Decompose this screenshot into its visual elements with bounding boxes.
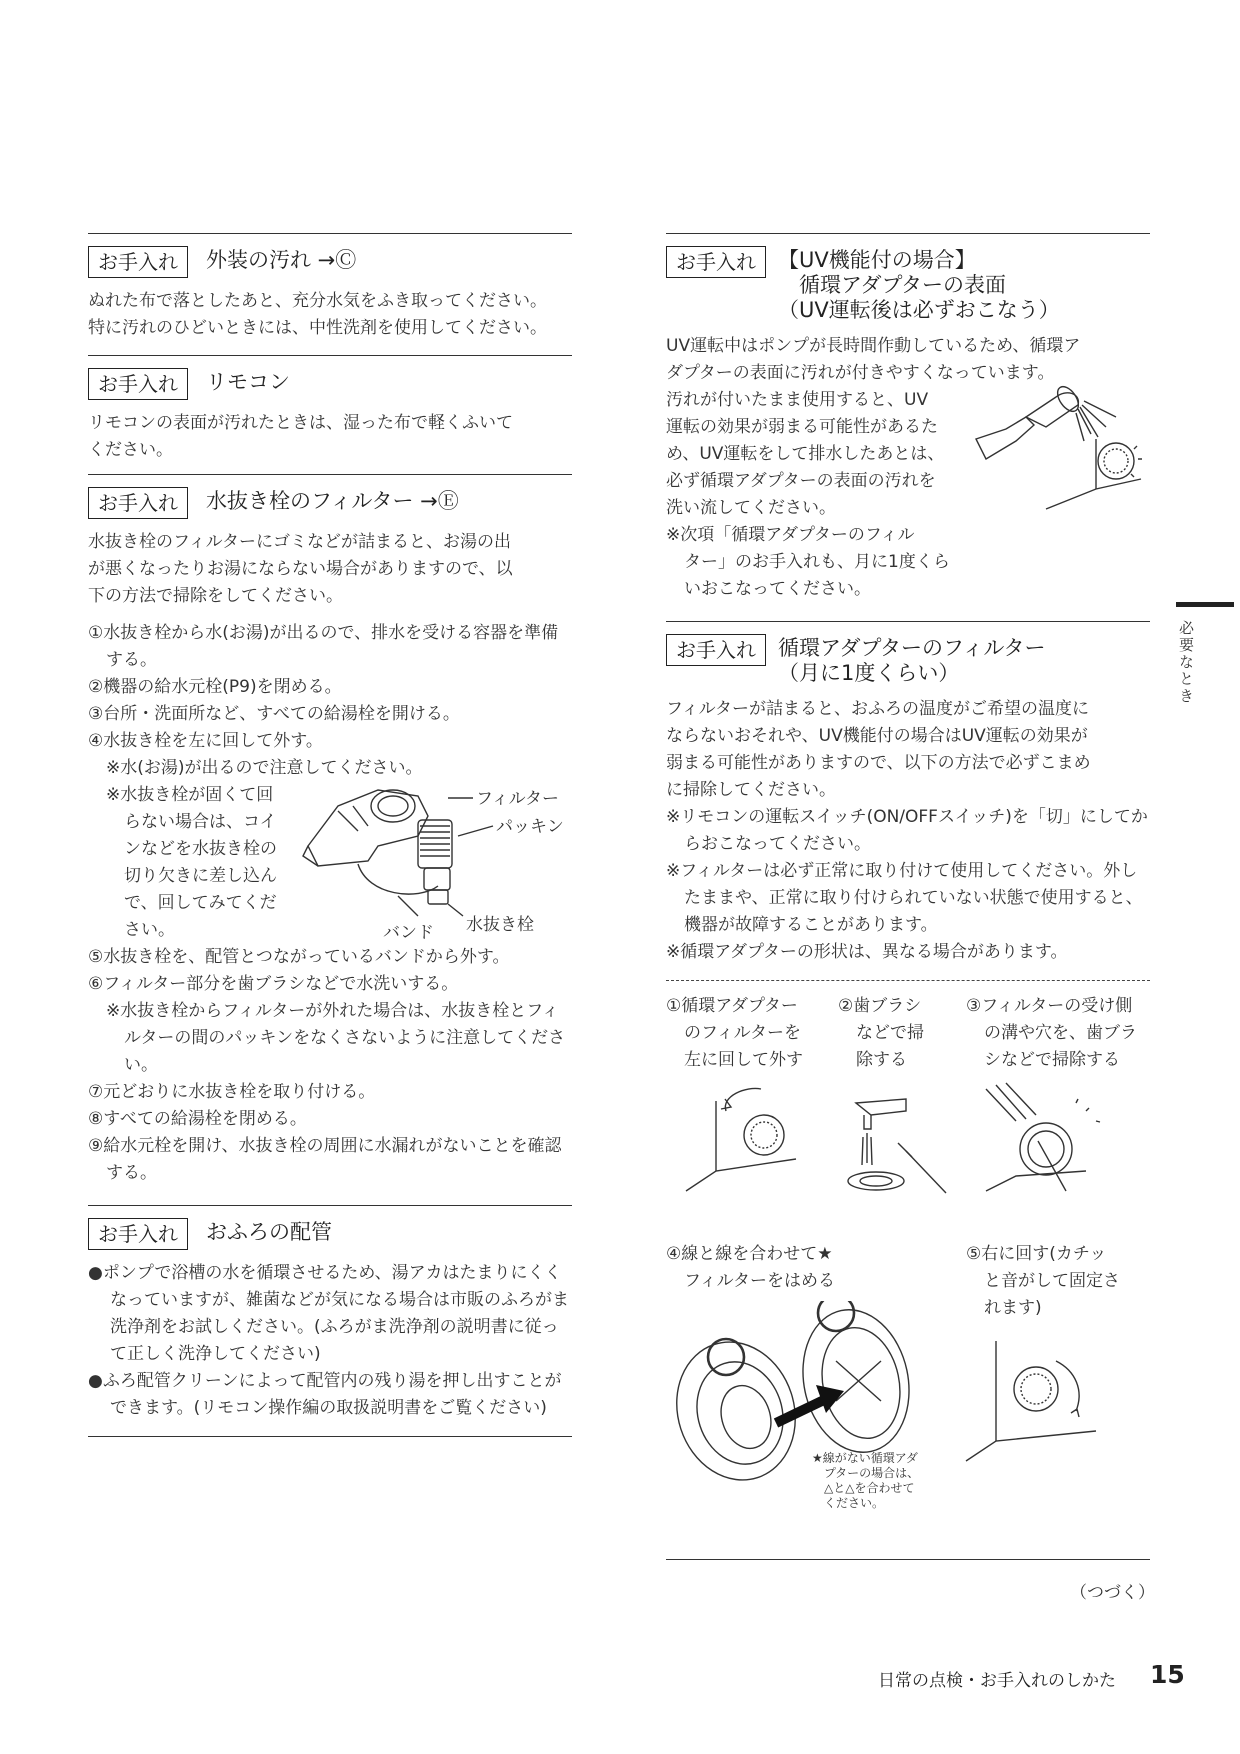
section-title: 外装の汚れ →Ⓒ [206,248,357,272]
coin-note: ※水抜き栓が固くて回 らない場合は、コイ ンなどを水抜き栓の 切り欠きに差し込ん で、回してみてくだ さい。 [106,785,277,940]
step-list: ①水抜き栓から水(お湯)が出るので、排水を受ける容器を準備する。 ②機器の給水元栓(P9)を閉める。 ③台所・洗面所など、すべての給湯栓を開ける。 ④水抜き栓を左に回して外す。 ※水(お湯)が出るので注意してください。 ※水抜き栓が固くて回 らない場合は、コイ ンなどを水抜き栓の 切り欠きに差し込ん で、回してみてくだ さい。 フィルター パッキン バンド 水抜き栓 ⑤水抜き栓を、配管とつながっているバンドから外す。 ⑥フィルター部分を歯ブラシなどで水洗いする。 ※水抜き栓からフィルターが外れた場合は、水抜き栓とフィルターの間のパッキンをなくさないように注意してください。 ⑦元どおりに水抜き栓を取り付ける。 ⑧すべての給湯栓を閉める。 ⑨給水元栓を開け、水抜き栓の周囲に水漏れがないことを確認する。 [88,620,572,1187]
star-note: ★線がない循環アダ プターの場合は、 △と△を合わせて ください。 [812,1451,920,1510]
section-intro: 水抜き栓のフィルターにゴミなどが詰まると、お湯の出 が悪くなったりお湯にならない場合がありますので、以 下の方法で掃除をしてください。 [88,532,513,606]
filter-steps-figure [666,980,1150,1549]
drain-plug-illustration [298,776,578,948]
section-drain-filter [88,474,572,1205]
drain-figure-block [88,782,572,944]
care-tag: お手入れ [88,1218,188,1250]
steps-1-3-illustration [666,1081,1150,1201]
label-filter: フィルター [476,789,559,809]
bullet-list: ●ポンプで浴槽の水を循環させるため、湯アカはたまりにくくなっていますが、雑菌などが気になる場合は市販のふろがま洗浄剤をお試しください。(ふろがま洗浄剤の説明書に従って正しく洗浄してください) ●ふろ配管クリーンによって配管内の残り湯を押し出すことができます。(リモコン操作編の取扱説明書をご覧ください) [88,1263,569,1418]
care-tag: お手入れ [88,246,188,278]
section-body: リモコンの表面が汚れたときは、湿った布で軽くふいて ください。 [88,413,513,460]
section-intro: UV運転中はポンプが長時間作動しているため、循環ア ダプターの表面に汚れが付きやすくなっています。 [666,336,1081,383]
step-2-text: ②歯ブラシ などで掃 除する [838,996,924,1070]
section-remote [88,355,572,474]
section-title: おふろの配管 [206,1220,332,1244]
step-5-text: ⑤右に回す(カチッ と音がして固定さ れます) [966,1244,1120,1318]
section-intro: フィルターが詰まると、おふろの温度がご希望の温度に ならないおそれや、UV機能付の場合はUV運転の効果が 弱まる可能性がありますので、以下の方法で必ずこまめ に掃除してください。 [666,699,1091,800]
label-packing: パッキン [496,817,564,837]
right-column [666,233,1150,1560]
section-exterior [88,233,572,355]
step-4-text: ④線と線を合わせて★ フィルターをはめる [666,1244,835,1291]
section-title: 循環アダプターのフィルター （月に1度くらい） [778,636,1046,685]
shower-rinse-illustration [966,379,1146,549]
side-tab-label: 必要なとき [1177,620,1195,705]
label-drain-plug: 水抜き栓 [466,915,534,935]
continued-label: （つづく） [1070,1583,1155,1603]
section-bath-pipe [88,1205,572,1437]
section-body: ぬれた布で落としたあと、充分水気をふき取ってください。 特に汚れのひどいときには、中性洗剤を使用してください。 [88,291,547,338]
label-band: バンド [383,923,434,943]
left-column [88,233,572,1437]
uv-detail: 汚れが付いたまま使用すると、UV 運転の効果が弱まる可能性があるた め、UV運転をして排水したあとは、 必ず循環アダプターの表面の汚れを 洗い流してください。 ※次項「循環アダプターのフィル ター」のお手入れも、月に1度くら いおこなってください。 [666,387,1150,603]
side-tab-bar [1176,602,1234,607]
care-tag: お手入れ [666,634,766,666]
section-title: 水抜き栓のフィルター →Ⓔ [206,489,459,513]
care-tag: お手入れ [88,487,188,519]
care-tag: お手入れ [88,368,188,400]
page-number: 15 [1150,1660,1185,1689]
care-tag: お手入れ [666,246,766,278]
step-1-text: ①循環アダプター のフィルターを 左に回して外す [666,996,803,1070]
section-title: 【UV機能付の場合】 循環アダプターの表面 （UV運転後は必ずおこなう） [778,248,1060,322]
step-3-text: ③フィルターの受け側 の溝や穴を、歯ブラ シなどで掃除する [966,996,1137,1070]
section-uv-adapter-surface [666,233,1150,621]
section-adapter-filter: お手入れ 循環アダプターのフィルター （月に1度くらい） フィルターが詰まると、おふろの温度がご希望の温度に ならないおそれや、UV機能付の場合はUV運転の効果が 弱まる可能性がありますので、以下の方法で必ずこまめ に掃除してください。 ※リモコンの運転スイッチ(ON/OFFスイッチ)を「切」にしてからおこなってください。 ※フィルターは必ず正常に取り付けて使用してください。外したままや、正常に取り付けられていない状態で使用すると、機器が故障することがあります。 ※循環アダプターの形状は、異なる場合があります。 ①循環アダプター のフィルターを 左に回して外す ②歯ブラシ などで掃 除する ③フィルターの受け側 の溝や穴を、歯ブラ シなどで掃除する ④線と線を合わせて★ フィルターをはめる ⑤右に回す(カチッ と音がして固定さ れます) ★線がない循環アダ プターの場合は、 △と△を合わせて ください。 [666,621,1150,1560]
section-title: リモコン [206,370,290,394]
footer-chapter: 日常の点検・お手入れのしかた [878,1671,1116,1691]
